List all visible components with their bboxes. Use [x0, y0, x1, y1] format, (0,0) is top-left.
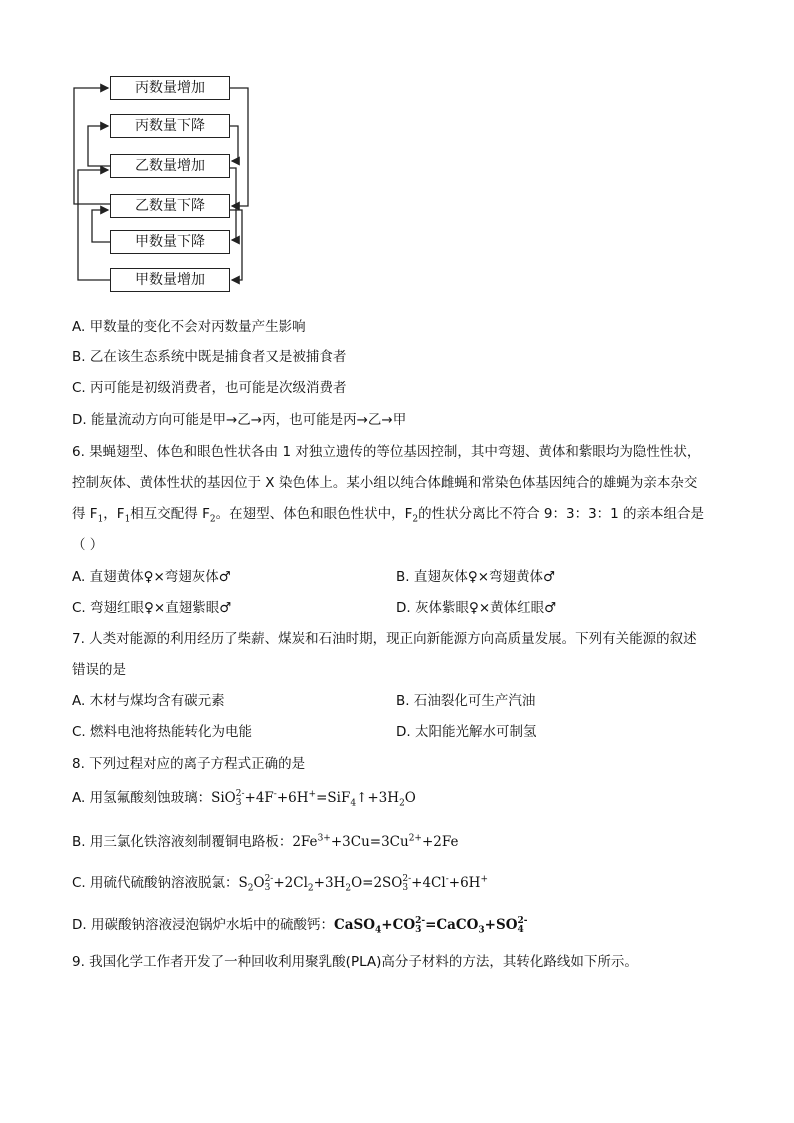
q7-stem-line1: 7. 人类对能源的利用经历了柴薪、煤炭和石油时期，现正向新能源方向高质量发展。下列有关能源的叙述 [72, 631, 697, 647]
q9-stem: 9. 我国化学工作者开发了一种回收利用聚乳酸(PLA)高分子材料的方法，其转化路线如下所示。 [72, 954, 638, 970]
food-web-diagram [60, 70, 260, 300]
q6-answer-blank: （ ） [72, 537, 104, 553]
q5-option-c: C. 丙可能是初级消费者，也可能是次级消费者 [72, 380, 347, 396]
q6-option-b: B. 直翅灰体♀×弯翅黄体♂ [396, 569, 556, 585]
box-bing-decrease: 丙数量下降 [110, 114, 230, 138]
q8-a-equation: SiO 2- 3 $+4F^-+6H^+=SiF_4↑+3H_2O$ [211, 788, 416, 809]
q6-stem-line2: 控制灰体、黄体性状的基因位于 X 染色体上。某小组以纯合体雌蝇和常染色体基因纯合的雄蝇为亲本杂交 [72, 475, 698, 491]
q7-option-c: C. 燃料电池将热能转化为电能 [72, 724, 253, 740]
q6-stem-line3: 得 $F_1$，$F_1$相互交配得 $F_2$。在翅型、体色和眼色性状中，$F_2$的性状分离比不符合 9：3：3：1 的亲本组合是 [72, 506, 705, 525]
box-yi-decrease: 乙数量下降 [110, 194, 230, 218]
q5-option-a: A. 甲数量的变化不会对丙数量产生影响 [72, 319, 306, 335]
q6-option-d: D. 灰体紫眼♀×黄体红眼♂ [396, 600, 557, 616]
q8-option-d: D. 用碳酸钠溶液浸泡锅炉水垢中的硫酸钙：CaSO$_4$+CO 2- 3 =CaCO$_3$+SO 2- 4 [72, 915, 528, 936]
q5-option-d: D. 能量流动方向可能是甲→乙→丙，也可能是丙→乙→甲 [72, 412, 407, 428]
q8-stem: 8. 下列过程对应的离子方程式正确的是 [72, 756, 306, 772]
box-jia-increase: 甲数量增加 [110, 268, 230, 292]
q8-c-equation: $S_2O$ 2- 3 $+2Cl_2+3H_2O=2SO$ 2- 3 +4Cl-+6H+ [238, 873, 488, 894]
q8-option-b: B. 用三氯化铁溶液刻制覆铜电路板：$2Fe^{3+}+3Cu=3Cu^{2+}+2Fe$ [72, 833, 459, 850]
q7-option-d: D. 太阳能光解水可制氢 [396, 724, 537, 740]
box-bing-increase: 丙数量增加 [110, 76, 230, 100]
q6-stem-line1: 6. 果蝇翅型、体色和眼色性状各由 1 对独立遗传的等位基因控制，其中弯翅、黄体和紫眼均为隐性性状， [72, 444, 701, 460]
q8-d-equation: CaSO$_4$+CO 2- 3 =CaCO$_3$+SO 2- 4 [333, 915, 528, 936]
q8-option-a: A. 用氢氟酸刻蚀玻璃：SiO 2- 3 $+4F^-+6H^+=SiF_4↑+3H_2O$ [72, 788, 416, 809]
q6-option-a: A. 直翅黄体♀×弯翅灰体♂ [72, 569, 231, 585]
q7-option-b: B. 石油裂化可生产汽油 [396, 693, 536, 709]
q7-option-a: A. 木材与煤均含有碳元素 [72, 693, 225, 709]
q7-stem-line2: 错误的是 [72, 662, 126, 678]
q6-option-c: C. 弯翅红眼♀×直翅紫眼♂ [72, 600, 232, 616]
q8-option-c: C. 用硫代硫酸钠溶液脱氯：$S_2O$ 2- 3 $+2Cl_2+3H_2O=2SO$ 2- 3 +4Cl-+6H+ [72, 873, 488, 894]
q5-option-b: B. 乙在该生态系统中既是捕食者又是被捕食者 [72, 349, 347, 365]
q8-b-equation: $2Fe^{3+}+3Cu=3Cu^{2+}+2Fe$ [292, 833, 459, 850]
box-jia-decrease: 甲数量下降 [110, 230, 230, 254]
diagram-arrows [60, 70, 260, 300]
box-yi-increase: 乙数量增加 [110, 154, 230, 178]
